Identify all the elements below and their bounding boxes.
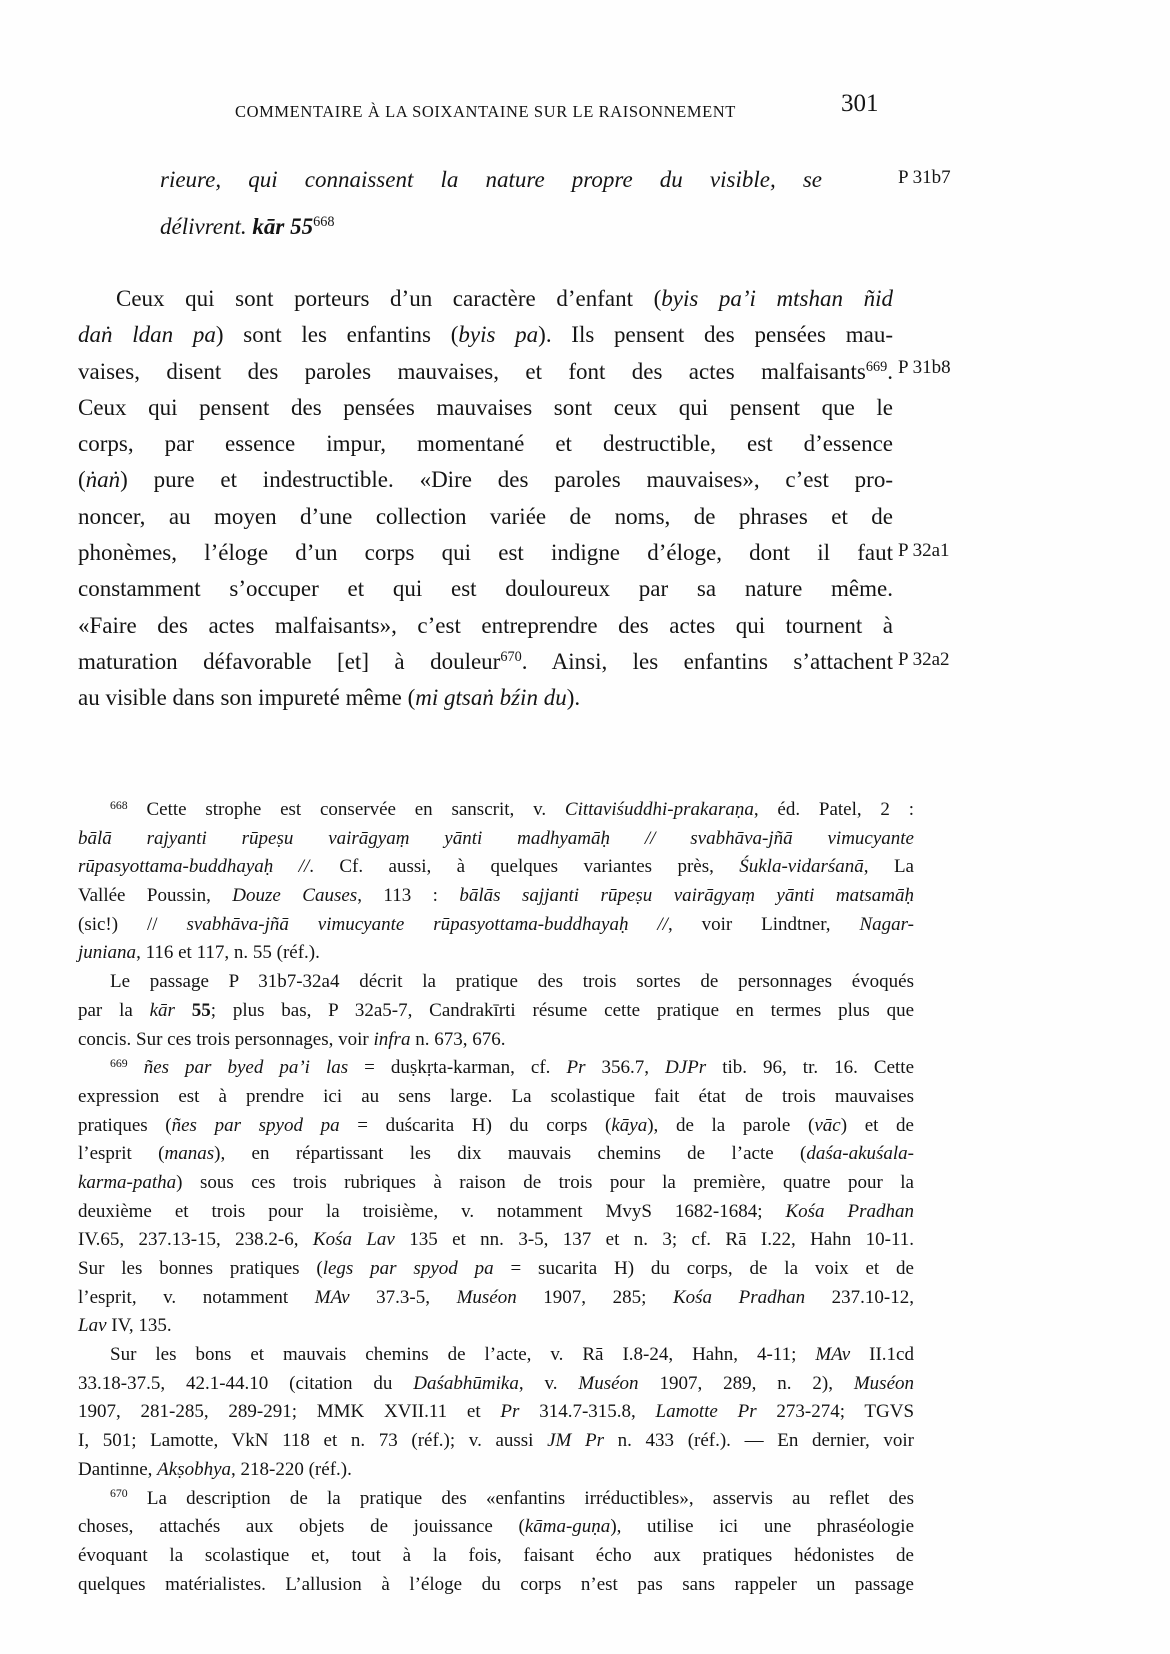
- footnote-text-line: [78, 1026, 914, 1055]
- text-segment: 1907, 289, n. 2),: [638, 1372, 854, 1394]
- text-segment: 356.7,: [585, 1057, 666, 1079]
- text-segment: Dantinne,: [78, 1458, 158, 1480]
- text-segment: DJPr: [665, 1057, 707, 1079]
- text-segment: évoquant la scolastique et, tout à la fois, faisant écho aux pratiques hédonistes de: [78, 1544, 914, 1566]
- text-segment: ), en répartissant les dix mauvais chemins de l’acte (: [214, 1143, 807, 1165]
- footnote-text-line: [78, 882, 914, 911]
- text-segment: Kośa Pradhan: [785, 1200, 914, 1222]
- text-segment: kāya: [611, 1114, 648, 1136]
- text-segment: phonèmes, l’éloge d’un corps qui est indigne d’éloge, dont il faut: [78, 540, 893, 566]
- text-segment: Le passage P 31b7-32a4 décrit la pratique des trois sortes de personnages évoqués: [110, 971, 914, 993]
- text-segment: Douze Causes: [232, 885, 358, 907]
- footnote-text-line: [78, 1542, 914, 1571]
- running-header-title: COMMENTAIRE À LA SOIXANTAINE SUR LE RAISONNEMENT: [235, 102, 736, 121]
- text-segment: rieure, qui connaissent la nature propre du visible, se: [160, 167, 822, 192]
- text-segment: Kośa Pradhan: [672, 1286, 806, 1308]
- footnote-text-line: [78, 1312, 914, 1341]
- footnote-text-line: [78, 939, 914, 968]
- text-segment: [175, 1000, 192, 1021]
- text-segment: ; plus bas, P 32a5-7, Candrakīrti résume cette pratique en termes plus que: [210, 999, 914, 1021]
- text-segment: vaises, disent des paroles mauvaises, et font des actes malfaisants: [78, 358, 866, 384]
- margin-note-p32a1: P 32a1: [898, 540, 950, 561]
- text-segment: byis pa: [458, 322, 539, 348]
- text-segment: ) sous ces trois rubriques à raison de trois pour la première, quatre pour la: [176, 1171, 914, 1193]
- text-segment: ) sont les enfantins (: [215, 322, 459, 348]
- page-number: 301: [841, 90, 879, 117]
- footnote-ref: 670: [110, 1487, 128, 1501]
- text-segment: 237.10-12,: [805, 1286, 915, 1308]
- text-segment: tib. 96, tr. 16. Cette: [706, 1057, 915, 1079]
- footnote-text-line: [78, 1456, 914, 1485]
- text-segment: legs par spyod pa: [322, 1258, 494, 1279]
- text-segment: ), de la parole (: [647, 1114, 815, 1136]
- body-paragraph: [78, 281, 893, 717]
- text-segment: .: [887, 358, 893, 384]
- footnote-text-line: [78, 825, 914, 854]
- text-segment: «Faire des actes malfaisants», c’est entreprendre des actes qui tournent à: [78, 612, 893, 638]
- body-text-line: [78, 644, 893, 680]
- footnotes-section: [78, 796, 914, 1599]
- text-segment: [128, 1057, 144, 1078]
- footnote-text-line: [78, 1284, 914, 1313]
- footnote-text-line: [78, 1112, 914, 1141]
- text-segment: ṅaṅ: [85, 467, 121, 493]
- text-segment: noncer, au moyen d’une collection variée de noms, de phrases et de: [78, 503, 893, 529]
- text-segment: ). Ils pensent des pensées mau-: [538, 322, 893, 348]
- body-text-line: [78, 571, 893, 607]
- text-segment: 37.3-5,: [349, 1286, 457, 1308]
- text-segment: Lav: [78, 1315, 107, 1337]
- text-segment: , La: [863, 856, 914, 878]
- text-segment: ), utilise ici une phraséologie: [610, 1516, 915, 1538]
- text-segment: 1907, 285;: [516, 1286, 673, 1308]
- text-segment: , v.: [518, 1372, 579, 1394]
- text-segment: , voir Lindtner,: [667, 913, 860, 935]
- text-segment: délivrent.: [160, 214, 253, 239]
- footnote-text-line: [78, 1255, 914, 1284]
- quote-line: [160, 160, 822, 207]
- body-text-line: [78, 354, 893, 390]
- body-text-line: [78, 535, 893, 571]
- footnote-text-line: [78, 1513, 914, 1542]
- footnote-text-line: [78, 1398, 914, 1427]
- text-segment: bālā rajyanti rūpeṣu vairāgyaṃ yānti madhyamāḥ // svabhāva-jñā vimucyante: [78, 827, 914, 849]
- text-segment: Kośa Lav: [312, 1229, 395, 1251]
- text-segment: Ceux qui sont porteurs d’un caractère d’enfant (: [116, 286, 662, 311]
- body-text-line: [78, 608, 893, 644]
- text-segment: (sic!) //: [78, 913, 187, 935]
- text-segment: = duṣkṛta-karman, cf.: [348, 1057, 567, 1079]
- text-segment: Muséon: [578, 1372, 639, 1394]
- text-segment: 273-274; TGVS: [756, 1401, 915, 1423]
- text-segment: Muséon: [853, 1372, 914, 1394]
- text-segment: . Ainsi, les enfantins s’attachent: [521, 648, 894, 674]
- text-segment: II.1cd: [850, 1344, 914, 1366]
- text-segment: kār 55: [252, 214, 314, 239]
- text-segment: kār: [149, 999, 175, 1021]
- text-segment: = sucarita H) du corps, de la voix et de: [493, 1258, 914, 1279]
- text-segment: quelques matérialistes. L’allusion à l’éloge du corps n’est pas sans rappeler un passage: [78, 1573, 914, 1595]
- footnote-text-line: [78, 1169, 914, 1198]
- text-segment: , 116 et 117, n. 55 (réf.).: [136, 942, 320, 964]
- text-segment: svabhāva-jñā vimucyante rūpasyottama-buddhayaḥ //: [186, 913, 668, 935]
- text-segment: karma-patha: [78, 1171, 177, 1193]
- text-segment: constamment s’occuper et qui est douloureux par sa nature même.: [78, 576, 893, 602]
- footnote-text-line: [78, 1198, 914, 1227]
- text-segment: kāma-guṇa: [524, 1516, 611, 1538]
- text-segment: expression est à prendre ici au sens large. La scolastique fait état de trois mauvaises: [78, 1085, 914, 1107]
- text-segment: bālās sajjanti rūpeṣu vairāgyaṃ yānti matsamāḥ: [459, 885, 914, 907]
- text-segment: byis pa’i mtshan ñid: [661, 286, 893, 311]
- text-segment: Akṣobhya: [157, 1458, 232, 1480]
- text-segment: l’esprit (: [78, 1143, 165, 1165]
- verse-quote-block: [160, 160, 822, 254]
- footnote-text-line: [78, 1571, 914, 1600]
- text-segment: concis. Sur ces trois personnages, voir: [78, 1028, 374, 1050]
- text-segment: JM Pr: [547, 1430, 605, 1452]
- footnote-ref: 669: [865, 358, 888, 375]
- text-segment: IV.65, 237.13-15, 238.2-6,: [78, 1229, 313, 1251]
- body-text-line: [78, 462, 893, 498]
- body-text-line: [78, 281, 893, 317]
- text-segment: 135 et nn. 3-5, 137 et n. 3; cf. Rā I.22, Hahn 10-11.: [394, 1229, 914, 1251]
- text-segment: 1907, 281-285, 289-291; MMK XVII.11 et: [78, 1401, 501, 1423]
- text-segment: (: [78, 467, 86, 493]
- text-segment: Daśabhūmika: [413, 1372, 519, 1394]
- footnote-ref: 668: [313, 214, 335, 231]
- text-segment: corps, par essence impur, momentané et destructible, est d’essence: [78, 431, 893, 457]
- text-segment: , 218-220 (réf.).: [231, 1458, 352, 1480]
- margin-note-p31b8: P 31b8: [898, 357, 951, 378]
- body-text-line: [78, 317, 893, 353]
- text-segment: ) et de: [840, 1114, 914, 1136]
- text-segment: , 113 :: [357, 885, 460, 907]
- footnote-text-line: [78, 1226, 914, 1255]
- text-segment: pratiques (: [78, 1114, 172, 1136]
- text-segment: Cittaviśuddhi-prakaraṇa: [564, 799, 754, 820]
- footnote-text-line: [78, 853, 914, 882]
- text-segment: infra: [373, 1028, 411, 1050]
- margin-note-p32a2: P 32a2: [898, 649, 950, 670]
- footnote-text-line: [78, 1083, 914, 1112]
- text-segment: Sur les bonnes pratiques (: [78, 1258, 323, 1279]
- text-segment: Śukla-vidarśanā: [739, 856, 864, 878]
- footnote-ref: 669: [110, 1056, 128, 1070]
- text-segment: Sur les bons et mauvais chemins de l’acte, v. Rā I.8-24, Hahn, 4-11;: [110, 1344, 816, 1366]
- text-segment: choses, attachés aux objets de jouissance (: [78, 1516, 525, 1538]
- text-segment: Lamotte Pr: [655, 1401, 757, 1423]
- text-segment: vāc: [814, 1114, 841, 1136]
- text-segment: daśa-akuśala-: [806, 1143, 914, 1165]
- text-segment: mi gtsaṅ bźin du: [415, 685, 567, 711]
- text-segment: n. 673, 676.: [410, 1028, 506, 1050]
- footnote-text-line: [78, 1054, 914, 1083]
- text-segment: Nagar-: [859, 913, 914, 935]
- text-segment: IV, 135.: [106, 1315, 172, 1337]
- text-segment: daṅ ldan pa: [78, 322, 216, 348]
- body-text-line: [78, 390, 893, 426]
- text-segment: manas: [164, 1143, 215, 1165]
- text-segment: au visible dans son impureté même (: [78, 685, 416, 711]
- footnote-text-line: [78, 1140, 914, 1169]
- footnote-ref: 668: [110, 798, 128, 812]
- footnote-text-line: [78, 968, 914, 997]
- text-segment: maturation défavorable [et] à douleur: [78, 648, 501, 674]
- text-segment: MAv: [815, 1344, 851, 1366]
- text-segment: I, 501; Lamotte, VkN 118 et n. 73 (réf.); v. aussi: [78, 1430, 548, 1452]
- text-segment: n. 433 (réf.). — En dernier, voir: [604, 1430, 914, 1452]
- text-segment: deuxième et trois pour la troisième, v. notamment MvyS 1682-1684;: [78, 1200, 786, 1222]
- footnote-text-line: [78, 911, 914, 940]
- text-segment: 55: [191, 999, 211, 1021]
- text-segment: Muséon: [456, 1286, 517, 1308]
- text-segment: . Cf. aussi, à quelques variantes près,: [309, 856, 740, 878]
- text-segment: MAv: [314, 1286, 350, 1308]
- text-segment: ñes par spyod pa: [171, 1114, 340, 1136]
- body-text-line: [78, 426, 893, 462]
- margin-note-p31b7: P 31b7: [898, 167, 951, 188]
- text-segment: La description de la pratique des «enfantins irréductibles», asservis au reflet des: [127, 1487, 914, 1509]
- footnote-text-line: [78, 997, 914, 1026]
- text-segment: Vallée Poussin,: [78, 885, 233, 907]
- text-segment: ) pure et indestructible. «Dire des paroles mauvaises», c’est pro-: [120, 467, 893, 493]
- footnote-text-line: [78, 1370, 914, 1399]
- text-segment: Pr: [500, 1401, 520, 1423]
- text-segment: par la: [78, 999, 150, 1021]
- body-text-line: [78, 680, 893, 716]
- quote-line: [160, 207, 822, 254]
- text-segment: juniana: [78, 942, 137, 964]
- body-text-line: [78, 499, 893, 535]
- text-segment: 33.18-37.5, 42.1-44.10 (citation du: [78, 1372, 414, 1394]
- text-segment: Ceux qui pensent des pensées mauvaises sont ceux qui pensent que le: [78, 394, 893, 420]
- text-segment: Cette strophe est conservée en sanscrit, v.: [127, 799, 565, 820]
- text-segment: Pr: [566, 1057, 586, 1079]
- text-segment: rūpasyottama-buddhayaḥ //: [78, 856, 310, 878]
- text-segment: = duścarita H) du corps (: [339, 1114, 612, 1136]
- text-segment: ).: [566, 685, 581, 711]
- text-segment: , éd. Patel, 2 :: [753, 799, 914, 820]
- footnote-ref: 670: [500, 649, 522, 666]
- footnote-text-line: [78, 1485, 914, 1514]
- text-segment: l’esprit, v. notamment: [78, 1286, 315, 1308]
- text-segment: ñes par byed pa’i las: [143, 1057, 349, 1079]
- footnote-text-line: [78, 796, 914, 825]
- footnote-text-line: [78, 1341, 914, 1370]
- footnote-text-line: [78, 1427, 914, 1456]
- text-segment: 314.7-315.8,: [519, 1401, 656, 1423]
